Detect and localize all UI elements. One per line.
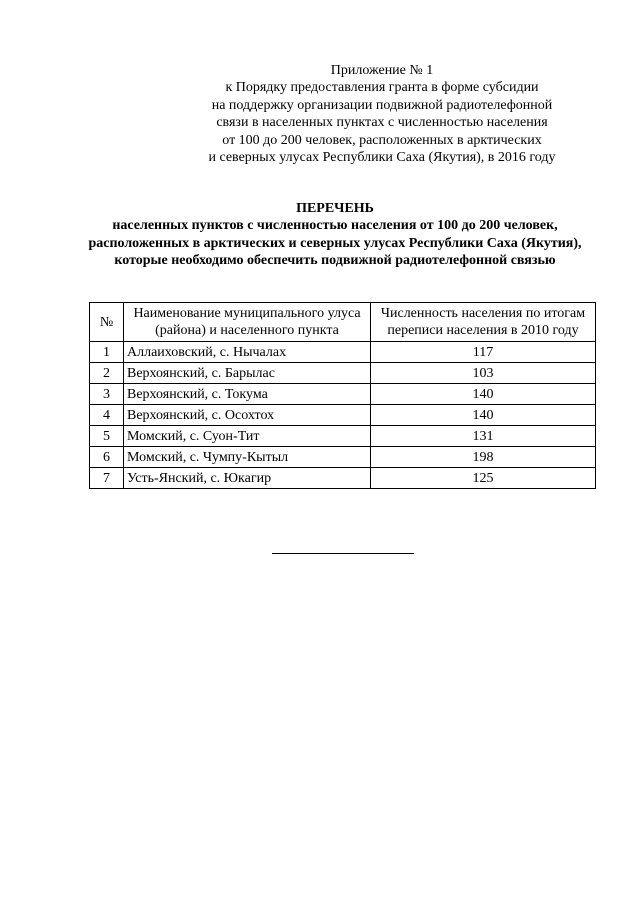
annex-line: Приложение № 1: [330, 63, 434, 78]
table-row: [90, 468, 596, 489]
row-number: 1: [90, 342, 124, 363]
closing-divider-line: [272, 553, 414, 554]
settlements-table: [89, 302, 596, 489]
row-name: Аллаиховский, с. Нычалах: [124, 342, 371, 363]
table-row: [90, 405, 596, 426]
header-population: Численность населения по итогам переписи населения в 2010 году: [371, 303, 596, 342]
header-number: №: [90, 303, 124, 342]
row-name: Усть-Янский, с. Юкагир: [124, 468, 371, 489]
annex-header: [172, 62, 592, 166]
row-number: 5: [90, 426, 124, 447]
annex-line: и северных улусах Республики Саха (Якутия), в 2016 году: [208, 150, 556, 166]
row-number: 6: [90, 447, 124, 468]
row-number: 7: [90, 468, 124, 489]
annex-line: к Порядку предоставления гранта в форме субсидии: [225, 80, 539, 96]
table-row: [90, 384, 596, 405]
row-name: Верхоянский, с. Барылас: [124, 363, 371, 384]
annex-line: связи в населенных пунктах с численностью населения: [216, 115, 548, 131]
annex-line: от 100 до 200 человек, расположенных в арктических: [222, 132, 542, 148]
row-name: Верхоянский, с. Токума: [124, 384, 371, 405]
header-name: Наименование муниципального улуса (района) и населенного пункта: [124, 303, 371, 342]
row-number: 2: [90, 363, 124, 384]
row-population: 117: [371, 342, 596, 363]
row-number: 4: [90, 405, 124, 426]
row-population: 140: [371, 384, 596, 405]
row-population: 103: [371, 363, 596, 384]
row-number: 3: [90, 384, 124, 405]
document-subtitle: населенных пунктов с численностью населения от 100 до 200 человек, расположенных в арктических и северных улусах Республики Саха (Якутия), которые необходимо обеспечить подвижной радиотелефонной связью: [88, 218, 582, 269]
table-row: [90, 426, 596, 447]
table-header-row: [90, 303, 596, 342]
row-population: 125: [371, 468, 596, 489]
table-row: [90, 363, 596, 384]
document-title: ПЕРЕЧЕНЬ: [296, 201, 374, 216]
document-heading: [80, 200, 590, 270]
row-population: 131: [371, 426, 596, 447]
row-population: 198: [371, 447, 596, 468]
row-name: Момский, с. Суон-Тит: [124, 426, 371, 447]
annex-line: на поддержку организации подвижной радиотелефонной: [211, 97, 553, 113]
table-row: [90, 342, 596, 363]
row-population: 140: [371, 405, 596, 426]
row-name: Верхоянский, с. Осохтох: [124, 405, 371, 426]
row-name: Момский, с. Чумпу-Кытыл: [124, 447, 371, 468]
table-row: [90, 447, 596, 468]
